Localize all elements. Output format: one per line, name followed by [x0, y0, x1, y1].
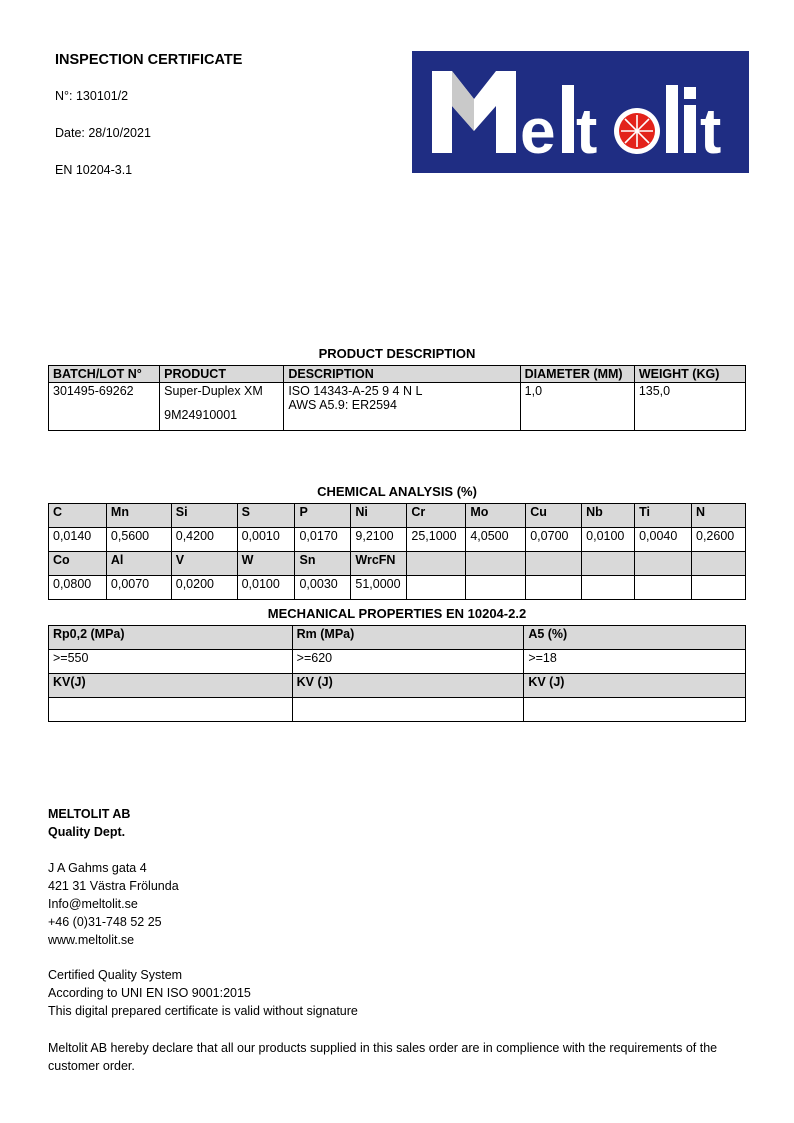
chem-header: Si	[171, 504, 237, 528]
product-header-description: DESCRIPTION	[284, 366, 520, 383]
chem-header: W	[237, 552, 295, 576]
chem-header: Co	[49, 552, 107, 576]
weight-value: 135,0	[634, 383, 745, 431]
chem-header-empty	[407, 552, 466, 576]
product-header-weight: WEIGHT (KG)	[634, 366, 745, 383]
department: Quality Dept.	[48, 825, 126, 839]
mech-header-rp02: Rp0,2 (MPa)	[49, 626, 293, 650]
svg-text:t: t	[576, 95, 598, 167]
chem-value-empty	[582, 576, 635, 600]
chem-value: 0,5600	[106, 528, 171, 552]
batch-value: 301495-69262	[49, 383, 160, 431]
product-code: 9M24910001	[164, 408, 238, 422]
product-cell	[160, 383, 284, 431]
company-name: MELTOLIT AB	[48, 807, 131, 821]
mech-value-a5: >=18	[524, 650, 746, 674]
product-name: Super-Duplex XM	[164, 384, 263, 398]
chem-header: V	[171, 552, 237, 576]
mechanical-table	[48, 625, 746, 722]
description-cell	[284, 383, 520, 431]
chem-value: 0,0100	[582, 528, 635, 552]
mech-header-kv: KV (J)	[524, 674, 746, 698]
address-line-2: 421 31 Västra Frölunda	[48, 879, 179, 893]
chem-header: Mn	[106, 504, 171, 528]
mech-header-a5: A5 (%)	[524, 626, 746, 650]
chem-header: Mo	[466, 504, 526, 528]
chem-header: Cu	[526, 504, 582, 528]
chem-value-empty	[526, 576, 582, 600]
chem-header-empty	[582, 552, 635, 576]
cert-line-3: This digital prepared certificate is valid without signature	[48, 1004, 358, 1018]
svg-text:e: e	[520, 95, 556, 167]
chem-value: 0,0010	[237, 528, 295, 552]
phone-number: +46 (0)31-748 52 25	[48, 915, 162, 929]
chem-header: C	[49, 504, 107, 528]
svg-text:t: t	[700, 95, 722, 167]
mech-header-kv: KV (J)	[292, 674, 524, 698]
certificate-number: N°: 130101/2	[55, 89, 129, 103]
mech-value-kv	[292, 698, 524, 722]
chem-value-empty	[407, 576, 466, 600]
chem-value: 0,0140	[49, 528, 107, 552]
chem-header-empty	[692, 552, 746, 576]
product-description-title: PRODUCT DESCRIPTION	[318, 346, 476, 361]
chem-value: 0,0040	[635, 528, 692, 552]
chem-header: P	[295, 504, 351, 528]
mech-value-kv	[49, 698, 293, 722]
mech-value-rp02: >=550	[49, 650, 293, 674]
certificate-date: Date: 28/10/2021	[55, 126, 151, 140]
mech-value-kv	[524, 698, 746, 722]
chem-value: 0,2600	[692, 528, 746, 552]
chem-header: Cr	[407, 504, 466, 528]
chem-value-empty	[692, 576, 746, 600]
diameter-value: 1,0	[520, 383, 634, 431]
description-line-2: AWS A5.9: ER2594	[288, 398, 397, 412]
chem-header: Ni	[351, 504, 407, 528]
mechanical-properties-title: MECHANICAL PROPERTIES EN 10204-2.2	[267, 606, 527, 621]
chem-header-empty	[635, 552, 692, 576]
chem-header: Ti	[635, 504, 692, 528]
chem-value: 0,0200	[171, 576, 237, 600]
chem-value: 0,4200	[171, 528, 237, 552]
chemical-analysis-title: CHEMICAL ANALYSIS (%)	[317, 484, 477, 499]
meltolit-logo	[412, 51, 749, 173]
product-header-product: PRODUCT	[160, 366, 284, 383]
chem-header: WrcFN	[351, 552, 407, 576]
chem-value: 25,1000	[407, 528, 466, 552]
chem-value: 51,0000	[351, 576, 407, 600]
chem-header: Al	[106, 552, 171, 576]
address-line-1: J A Gahms gata 4	[48, 861, 147, 875]
chem-value: 0,0170	[295, 528, 351, 552]
website-link[interactable]: www.meltolit.se	[48, 933, 135, 947]
mech-header-rm: Rm (MPa)	[292, 626, 524, 650]
chem-value: 0,0700	[526, 528, 582, 552]
chem-header: Sn	[295, 552, 351, 576]
cert-line-2: According to UNI EN ISO 9001:2015	[48, 986, 251, 1000]
chem-value: 0,0030	[295, 576, 351, 600]
chem-value-empty	[466, 576, 526, 600]
chem-value: 0,0070	[106, 576, 171, 600]
mech-header-kv: KV(J)	[49, 674, 293, 698]
chem-header-empty	[466, 552, 526, 576]
chem-value: 0,0800	[49, 576, 107, 600]
mech-value-rm: >=620	[292, 650, 524, 674]
email-link[interactable]: Info@meltolit.se	[48, 897, 138, 911]
product-header-diameter: DIAMETER (MM)	[520, 366, 634, 383]
description-line-1: ISO 14343-A-25 9 4 N L	[288, 384, 423, 398]
chem-header-empty	[526, 552, 582, 576]
chem-value: 9,2100	[351, 528, 407, 552]
chem-value: 4,0500	[466, 528, 526, 552]
chemical-table	[48, 503, 746, 600]
chem-header: S	[237, 504, 295, 528]
declaration-text: Meltolit AB hereby declare that all our products supplied in this sales order are in complience with the requirements of the customer order.	[48, 1041, 718, 1073]
chem-value-empty	[635, 576, 692, 600]
chem-header: Nb	[582, 504, 635, 528]
document-title: INSPECTION CERTIFICATE	[55, 52, 243, 68]
product-header-batch: BATCH/LOT N°	[49, 366, 160, 383]
cert-line-1: Certified Quality System	[48, 968, 183, 982]
certificate-standard: EN 10204-3.1	[55, 163, 133, 177]
product-table	[48, 365, 746, 431]
chem-header: N	[692, 504, 746, 528]
chem-value: 0,0100	[237, 576, 295, 600]
